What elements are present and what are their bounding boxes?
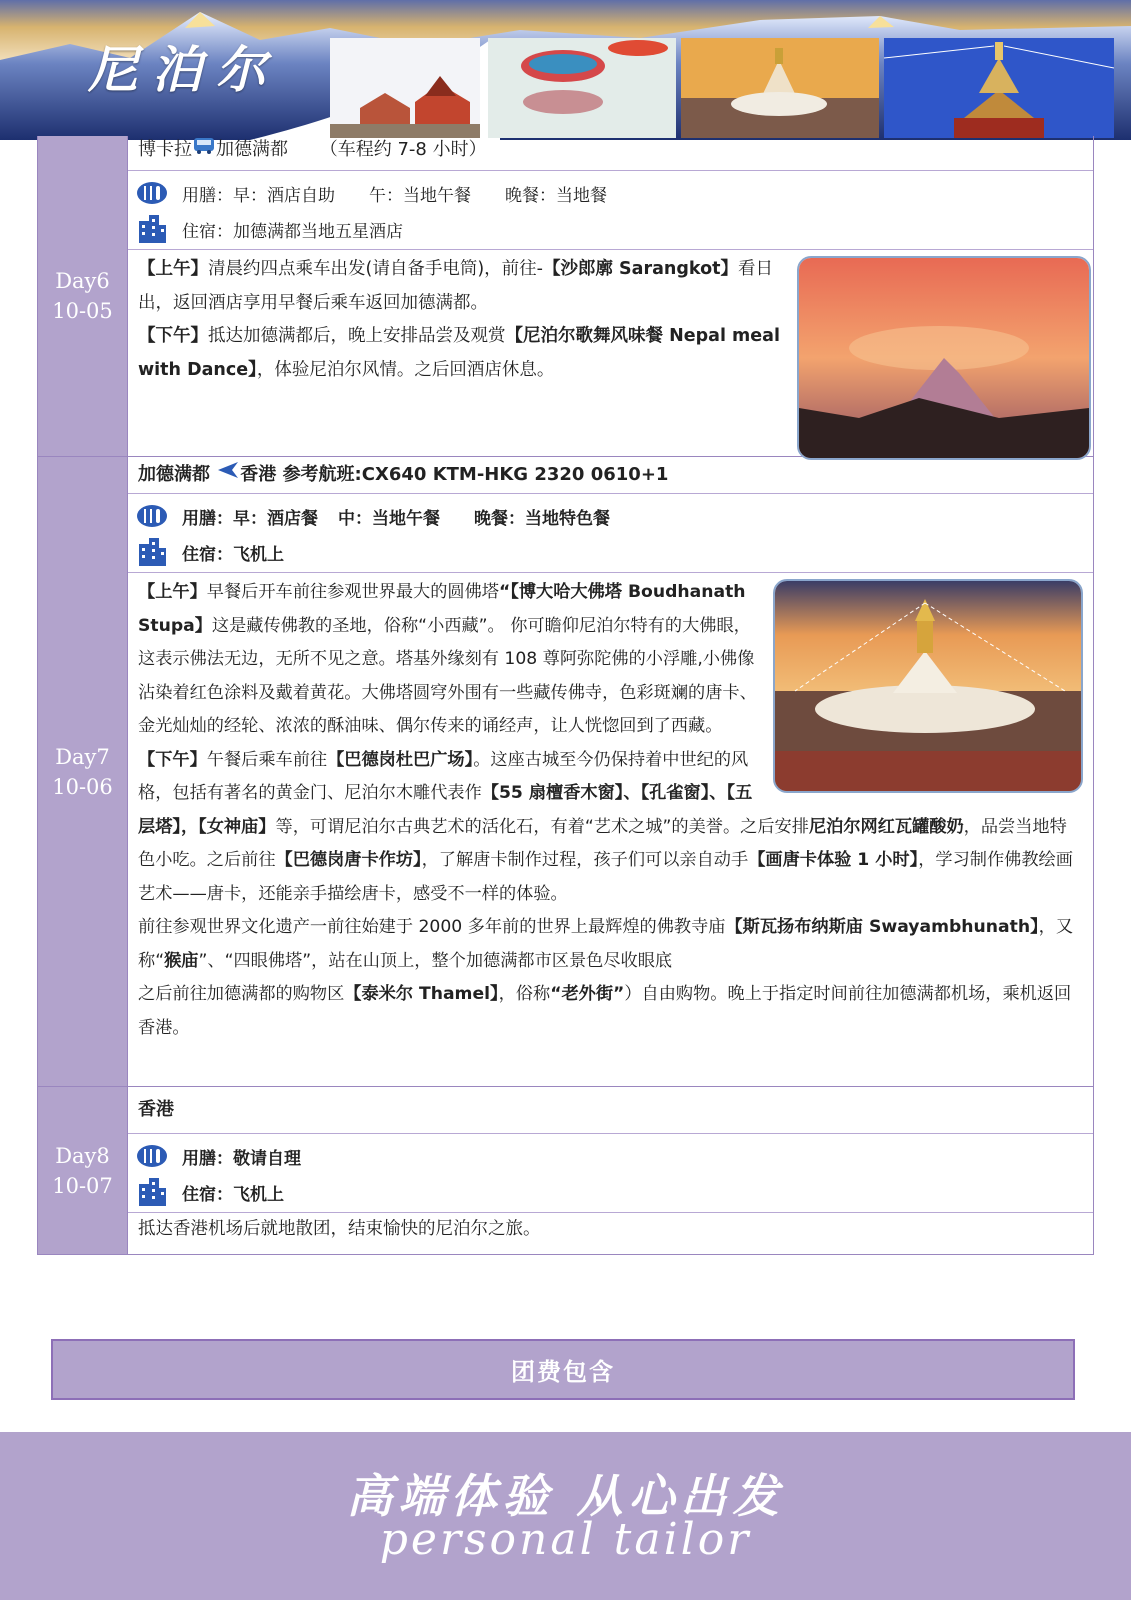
meal-label: 用膳： <box>182 508 233 529</box>
temple-photo <box>330 38 480 138</box>
meal-lodging-row <box>128 171 1093 250</box>
body-text: 前往参观世界文化遗产一前往始建于 2000 多年前的世界上最辉煌的佛教寺庙 <box>138 917 726 937</box>
highlight-text: 【巴德岗唐卡作坊】 <box>275 850 422 870</box>
meal-breakfast: 早：酒店餐 <box>233 508 318 529</box>
day-content <box>128 573 1093 1055</box>
highlight-text: 【斯瓦扬布纳斯庙 Swayambhunath】 <box>725 917 1039 937</box>
highlight-text: 【巴德岗杜巴广场】 <box>327 749 474 770</box>
highlight-text: “【博大哈大佛塔 Boudhanath Stupa】 <box>138 582 746 636</box>
day-block <box>37 136 1094 457</box>
lodging-text: 住宿：飞机上 <box>182 1184 284 1205</box>
body-text: 看日出，返回酒店享用早餐后乘车返回加德满都。 <box>138 259 773 313</box>
body-text: 这是藏传佛教的圣地，俗称“小西藏”。 你可瞻仰尼泊尔特有的大佛眼，这表示佛法无边，无所不见之意。塔基外缘刻有 108 尊阿弥陀佛的小浮雕,小佛像沾染着红色涂料及戴着黄花。大佛塔圆穹外围有一些藏传佛寺，色彩斑斓的唐卡、金光灿灿的经轮、浓浓的酥油味、偶尔传来的诵经声，让人恍惚回到了西藏。 <box>138 615 757 736</box>
day-date: 10-05 <box>52 299 113 323</box>
route-note: 参考航班:CX640 KTM-HKG 2320 0610+1 <box>282 464 669 485</box>
meal-dinner: 晚餐：当地餐 <box>505 185 607 206</box>
meal-lunch: 午：当地午餐 <box>369 185 471 206</box>
meal-line <box>134 1138 1083 1174</box>
day-label <box>38 1087 128 1254</box>
highlight-text: 尼泊尔网红瓦罐酸奶 <box>808 816 964 837</box>
body-text: 。这座古城至今仍保持着中世纪的风格，包括有著名的黄金门、尼泊尔木雕代表作 <box>138 749 749 803</box>
fee-section-header <box>51 1339 1075 1400</box>
route-row <box>128 457 1093 494</box>
itinerary-table <box>37 136 1094 1255</box>
plane-icon <box>216 457 240 493</box>
meal-lodging-row <box>128 494 1093 573</box>
body-text: 之后前往加德满都的购物区 <box>138 984 345 1004</box>
body-text: 早餐后开车前往参观世界最大的圆佛塔 <box>206 582 499 602</box>
day-block <box>37 457 1094 1087</box>
body-text: 清晨约四点乘车出发(请自备手电筒)，前往- <box>208 259 543 279</box>
fee-section-label: 团费包含 <box>511 1358 615 1386</box>
meal-dinner: 晚餐：当地特色餐 <box>474 508 610 529</box>
body-text: ，体验尼泊尔风情。之后回酒店休息。 <box>256 359 555 380</box>
highlight-text: 【画唐卡体验 1 小时】 <box>748 850 919 870</box>
day-date: 10-06 <box>52 774 113 799</box>
body-text: 午餐后乘车前往 <box>206 749 328 770</box>
day-number: Day6 <box>55 269 110 293</box>
body-text: 抵达香港机场后就地散团，结束愉快的尼泊尔之旅。 <box>138 1219 541 1239</box>
meal-label: 用膳： <box>182 185 233 206</box>
footer-banner <box>0 1432 1131 1600</box>
route-to: 加德满都 <box>216 139 288 160</box>
boudhanath-stupa-photo <box>773 579 1083 793</box>
highlight-text: 【55 扇檀香木窗】、【孔雀窗】、【五层塔】，【女神庙】 <box>138 783 753 837</box>
day-label <box>38 457 128 1086</box>
highlight-text: 【上午】 <box>138 259 208 279</box>
hotel-icon <box>134 539 170 565</box>
stupa-dusk-photo <box>681 38 879 138</box>
lodging-line <box>134 534 1083 570</box>
route-from: 博卡拉 <box>138 139 192 160</box>
footer-tagline: personal tailor <box>379 1514 752 1565</box>
day-date: 10-07 <box>52 1173 113 1198</box>
banner-title: 尼泊尔 <box>88 40 280 99</box>
hotel-icon <box>134 1179 170 1205</box>
hotel-icon <box>134 216 170 242</box>
route-from: 加德满都 <box>138 464 210 485</box>
day-block <box>37 1087 1094 1255</box>
highlight-text: 【上午】 <box>138 582 207 602</box>
highlight-text: 【泰米尔 Thamel】 <box>344 984 499 1004</box>
bus-icon <box>192 136 216 164</box>
route-row <box>128 136 1093 171</box>
meal-breakfast: 早：酒店自助 <box>233 185 335 206</box>
body-text: ，品尝当地特色小吃。之后前往 <box>138 816 1067 870</box>
day-content <box>128 1213 1093 1253</box>
meal-line <box>134 175 1083 211</box>
header-banner <box>0 0 1131 140</box>
content-paragraph <box>138 911 1083 978</box>
lodging-text: 住宿：飞机上 <box>182 544 284 565</box>
route-to: 香港 <box>240 464 277 485</box>
body-text: ，学习制作佛教绘画艺术——唐卡，还能亲手描绘唐卡，感受不一样的体验。 <box>138 850 1073 904</box>
highlight-text: 【下午】 <box>138 326 208 346</box>
body-text: 等，可谓尼泊尔古典艺术的活化石，有着“艺术之城”的美誉。之后安排 <box>275 816 809 837</box>
route-city: 香港 <box>138 1099 174 1120</box>
day-body <box>128 457 1093 1086</box>
body-text: ，俗称 <box>498 984 551 1004</box>
boats-photo <box>488 38 676 138</box>
day-content <box>128 250 1093 397</box>
pagoda-photo <box>884 38 1114 138</box>
body-text: ”、“四眼佛塔”，站在山顶上，整个加德满都市区景色尽收眼底 <box>198 950 673 971</box>
body-text: 抵达加德满都后，晚上安排品尝及观赏 <box>208 326 506 346</box>
day-number: Day7 <box>55 744 110 769</box>
meal-lodging-row <box>128 1134 1093 1213</box>
meal-icon <box>134 503 170 529</box>
highlight-text: 【下午】 <box>138 749 207 770</box>
lodging-text: 住宿：加德满都当地五星酒店 <box>182 221 403 242</box>
meal-icon <box>134 1143 170 1169</box>
content-paragraph <box>138 1213 1083 1247</box>
day-body <box>128 1087 1093 1254</box>
footer-slogan: 高端体验 从心出发 <box>346 1469 785 1523</box>
highlight-text: “老外街” <box>550 984 625 1004</box>
mountain-sunset-photo <box>797 256 1091 460</box>
lodging-line <box>134 211 1083 247</box>
body-text: ，了解唐卡制作过程，孩子们可以亲自动手 <box>421 850 749 870</box>
route-note: （车程约 7-8 小时） <box>319 139 487 160</box>
day-label <box>38 136 128 456</box>
meal-icon <box>134 180 170 206</box>
highlight-text: 猴庙 <box>164 950 199 971</box>
day-number: Day8 <box>55 1143 110 1168</box>
lodging-line <box>134 1174 1083 1210</box>
content-paragraph <box>138 978 1083 1045</box>
highlight-text: 【尼泊尔歌舞风味餐 Nepal meal with Dance】 <box>138 326 780 380</box>
meal-text: 用膳：敬请自理 <box>182 1148 301 1169</box>
meal-lunch: 中：当地午餐 <box>338 508 440 529</box>
body-text: ，又称“ <box>138 917 1074 971</box>
body-text: ）自由购物。晚上于指定时间前往加德满都机场，乘机返回香港。 <box>138 984 1072 1038</box>
route-row <box>128 1087 1093 1134</box>
highlight-text: 【沙郎廓 Sarangkot】 <box>542 259 738 279</box>
meal-line <box>134 498 1083 534</box>
day-body <box>128 136 1093 456</box>
